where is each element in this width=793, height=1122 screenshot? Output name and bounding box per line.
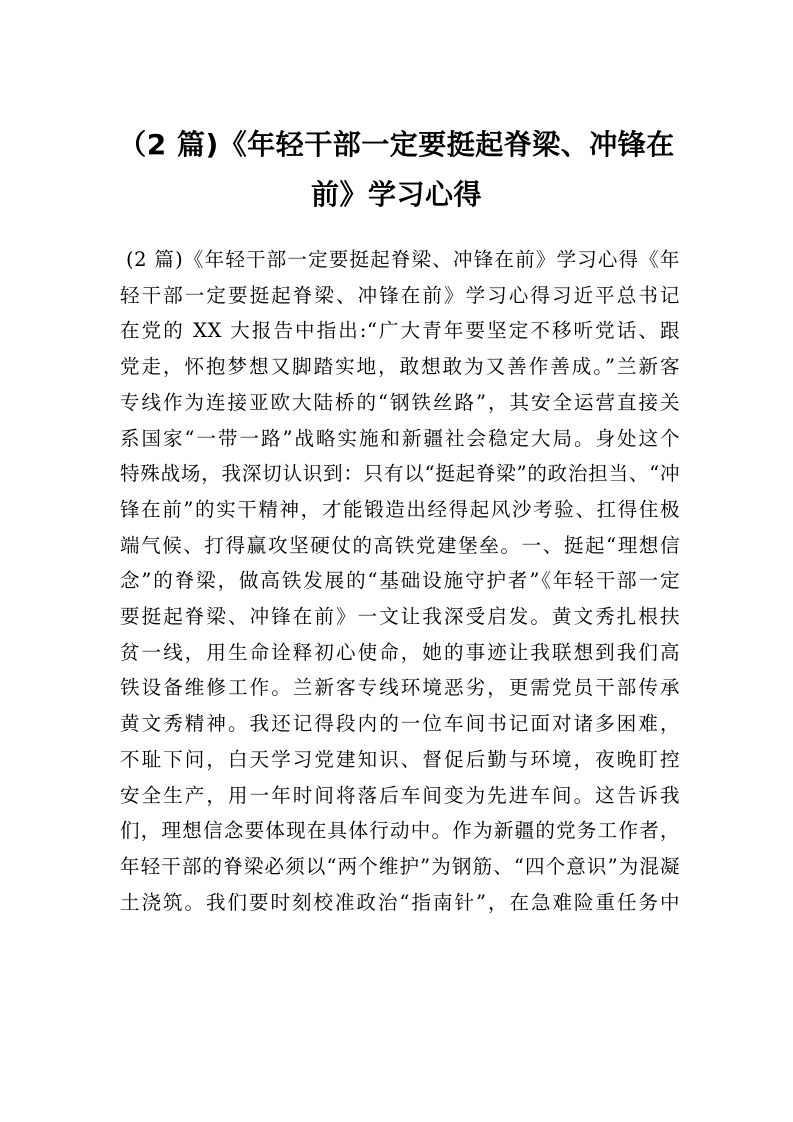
body-line: 土浇筑。我们要时刻校准政治“指南针”，在急难险重任务中 bbox=[120, 890, 680, 914]
body-line: 特殊战场，我深切认识到：只有以“挺起脊梁”的政治担当、“冲 bbox=[120, 462, 680, 486]
body-line: 锋在前”的实干精神，才能锻造出经得起风沙考验、扛得住极 bbox=[120, 497, 680, 521]
body-line: 党走，怀抱梦想又脚踏实地，敢想敢为又善作善成。”兰新客 bbox=[120, 355, 680, 379]
body-line: (2 篇)《年轻干部一定要挺起脊梁、冲锋在前》学习心得《年 bbox=[126, 248, 680, 271]
body-line: 端气候、打得赢攻坚硬仗的高铁党建堡垒。一、挺起“理想信 bbox=[120, 533, 680, 557]
body-line: 专线作为连接亚欧大陆桥的“钢铁丝路”，其安全运营直接关 bbox=[120, 390, 680, 414]
body-line: 轻干部一定要挺起脊梁、冲锋在前》学习心得习近平总书记 bbox=[120, 283, 680, 307]
body-line: 念”的脊梁，做高铁发展的“基础设施守护者”《年轻干部一定 bbox=[120, 569, 680, 593]
body-line: 系国家“一带一路”战略实施和新疆社会稳定大局。身处这个 bbox=[120, 426, 680, 450]
body-line: 黄文秀精神。我还记得段内的一位车间书记面对诸多困难， bbox=[120, 712, 680, 736]
document-body bbox=[120, 242, 680, 920]
body-line: 铁设备维修工作。兰新客专线环境恶劣，更需党员干部传承 bbox=[120, 676, 680, 700]
title-line-1: （2 篇)《年轻干部一定要挺起脊梁、冲锋在 bbox=[118, 128, 675, 161]
title-line-2: 前》学习心得 bbox=[310, 178, 482, 211]
body-line: 安全生产，用一年时间将落后车间变为先进车间。这告诉我 bbox=[120, 783, 680, 807]
body-line: 们，理想信念要体现在具体行动中。作为新疆的党务工作者， bbox=[120, 819, 680, 843]
body-line: 要挺起脊梁、冲锋在前》一文让我深受启发。黄文秀扎根扶 bbox=[120, 605, 680, 629]
document-title bbox=[100, 120, 693, 220]
body-line: 年轻干部的脊梁必须以“两个维护”为钢筋、“四个意识”为混凝 bbox=[120, 854, 680, 878]
body-line: 贫一线，用生命诠释初心使命，她的事迹让我联想到我们高 bbox=[120, 640, 680, 664]
body-line: 在党的 XX 大报告中指出:“广大青年要坚定不移听党话、跟 bbox=[120, 319, 680, 343]
body-line: 不耻下问，白天学习党建知识、督促后勤与环境，夜晚盯控 bbox=[120, 747, 680, 771]
